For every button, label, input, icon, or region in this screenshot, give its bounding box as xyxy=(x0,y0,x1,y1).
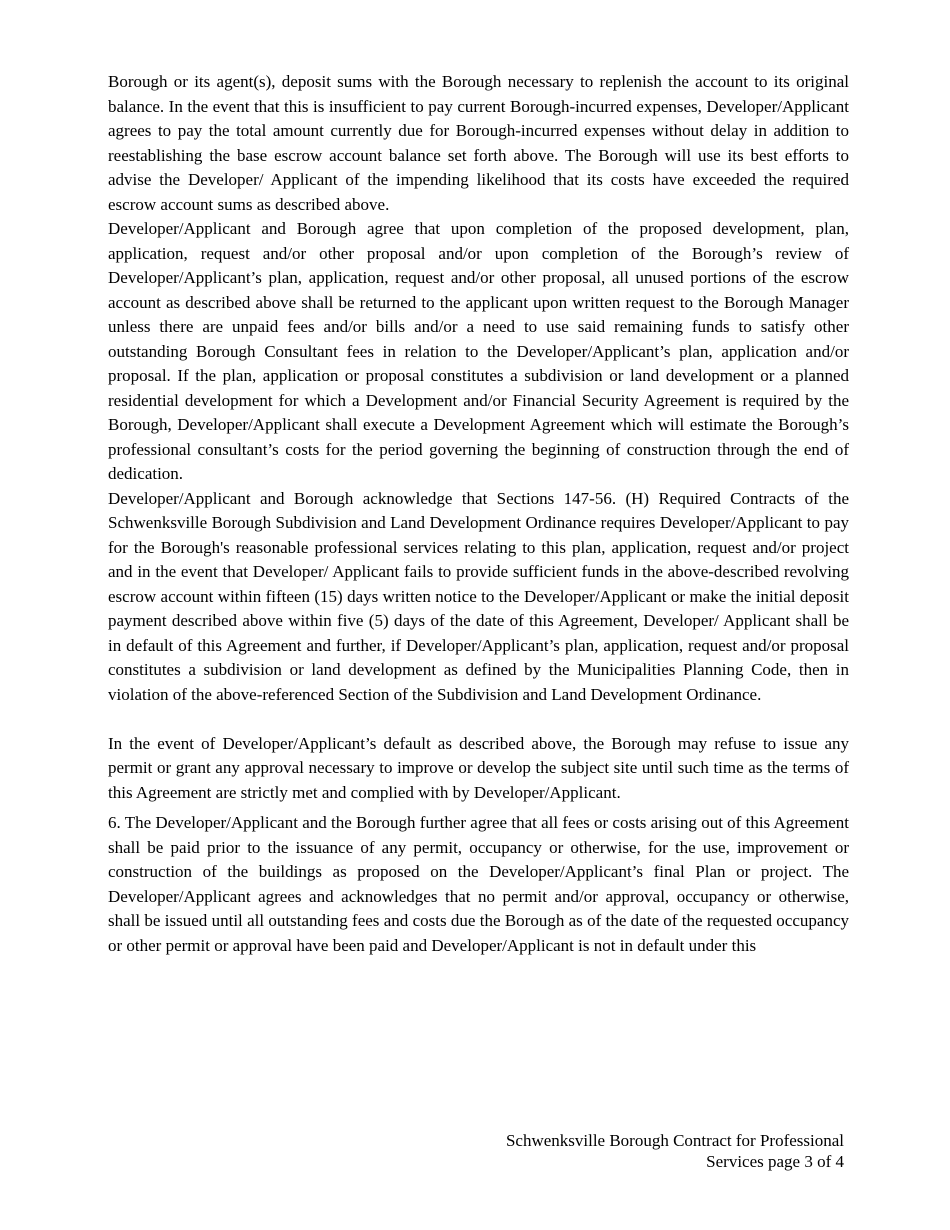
document-body xyxy=(108,70,849,958)
paragraph-required-contracts: Developer/Applicant and Borough acknowledge that Sections 147-56. (H) Required Contracts of the Schwenksville Borough Subdivision and Land Development Ordinance requires Developer/Applicant to pay for the Borough's reasonable professional services relating to this plan, application, request and/or project and in the event that Developer/ Applicant fails to provide sufficient funds in the above-described revolving escrow account within fifteen (15) days written notice to the Developer/Applicant or make the initial deposit payment described above within five (5) days of the date of this Agreement, Developer/ Applicant shall be in default of this Agreement and further, if Developer/Applicant’s plan, application, request and/or proposal constitutes a subdivision or land development as defined by the Municipalities Planning Code, then in violation of the above-referenced Section of the Subdivision and Land Development Ordinance. xyxy=(108,488,849,704)
paragraph-unused-escrow-return: Developer/Applicant and Borough agree that upon completion of the proposed development, plan, application, request and/or other proposal and/or upon completion of the Borough’s review of Developer/Applicant’s plan, application, request and/or other proposal, all unused portions of the escrow account as described above shall be returned to the applicant upon written request to the Borough Manager unless there are unpaid fees and/or bills and/or a need to use said remaining funds to satisfy other outstanding Borough Consultant fees in relation to the Developer/Applicant’s plan, application and/or proposal. If the plan, application or proposal constitutes a subdivision or land development or a planned residential development for which a Development and/or Financial Security Agreement is required by the Borough, Developer/Applicant shall execute a Development Agreement which will estimate the Borough’s professional consultant’s costs for the period governing the beginning of construction through the end of dedication. xyxy=(108,219,849,483)
footer-page-number: Services page 3 of 4 xyxy=(706,1152,844,1171)
page-footer xyxy=(506,1130,844,1172)
paragraph-escrow-replenish: Borough or its agent(s), deposit sums with the Borough necessary to replenish the account to its original balance. In the event that this is insufficient to pay current Borough-incurred expenses, Developer/Applicant agrees to pay the total amount currently due for Borough-incurred expenses without delay in addition to reestablishing the base escrow account balance set forth above. The Borough will use its best efforts to advise the Developer/ Applicant of the impending likelihood that its costs have exceeded the required escrow account sums as described above. xyxy=(108,72,849,214)
paragraph-default-consequence: In the event of Developer/Applicant’s default as described above, the Borough may refuse to issue any permit or grant any approval necessary to improve or develop the subject site until such time as the terms of this Agreement are strictly met and complied with by Developer/Applicant. xyxy=(108,733,849,802)
footer-title: Schwenksville Borough Contract for Professional xyxy=(505,1131,844,1150)
paragraph-section-6-fees: 6. The Developer/Applicant and the Borough further agree that all fees or costs arising out of this Agreement shall be paid prior to the issuance of any permit, occupancy or otherwise, for the use, improvement or construction of the buildings as proposed on the Developer/Applicant’s final Plan or project. The Developer/Applicant agrees and acknowledges that no permit and/or approval, occupancy or otherwise, shall be issued until all outstanding fees and costs due the Borough as of the date of the requested occupancy or other permit or approval have been paid and Developer/Applicant is not in default under this xyxy=(108,813,849,955)
